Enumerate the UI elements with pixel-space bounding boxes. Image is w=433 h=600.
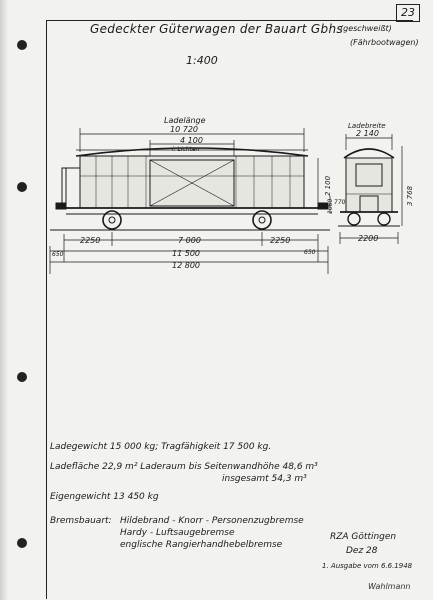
dim-2250-right: 2250 [270,236,291,245]
dim-hoehe-770: 770 [334,199,346,206]
spec-bremse-1: Hildebrand - Knorr - Personenzugbremse [120,516,304,526]
spec-ladegewicht: Ladegewicht 15 000 kg; Tragfähigkeit 17 500 kg. [50,442,272,452]
dim-2200: 2200 [358,234,379,243]
dim-lichte-value: 4 100 [180,136,203,145]
spec-bremsbauart-label: Bremsbauart: [50,516,112,526]
dim-650-left: 650 [52,251,64,258]
dim-hoehe-2100: 2 100 [324,175,332,196]
page-title: Gedeckter Güterwagen der Bauart Gbhs [90,22,343,36]
dim-hoehe-3768: 3 768 [406,185,414,206]
spec-ladeflaeche: Ladefläche 22,9 m² Laderaum bis Seitenwandhöhe 48,6 m³ [50,462,318,472]
dim-ladelaenge-label: Ladelänge [164,116,206,125]
stamp-edition: 1. Ausgabe vom 6.6.1948 [322,562,413,570]
spec-eigengewicht: Eigengewicht 13 450 kg [50,492,159,502]
dim-7000: 7 000 [178,236,201,245]
spec-insgesamt: insgesamt 54,3 m³ [222,474,307,484]
dim-650-right: 650 [304,249,316,256]
dim-12800: 12 800 [172,261,200,270]
signature: Wahlmann [368,582,411,591]
stamp-date: Dez 28 [346,546,378,556]
spec-bremse-2: Hardy - Luftsaugebremse [120,528,235,538]
dim-hoehe-1060: 1060 [327,198,334,214]
dim-ladebreite-label: Ladebreite [348,122,386,130]
stamp-office: RZA Göttingen [330,532,397,542]
dim-ladelaenge-value: 10 720 [170,125,198,134]
buffer-left [56,203,66,209]
wagon-body [80,156,304,208]
page-number: 23 [396,4,420,22]
dim-2250-left: 2250 [80,236,101,245]
drawing-scale: 1:400 [186,54,218,67]
dim-ladebreite-value: 2 140 [356,129,379,138]
title-note-ferry: (Fährbootwagen) [350,38,419,47]
dim-11500: 11 500 [172,249,200,258]
end-view-body [346,158,392,212]
title-note-welded: (geschweißt) [340,24,392,33]
dim-lichte-label: i. Lichten [172,146,200,153]
spec-bremse-3: englische Rangierhandhebelbremse [120,540,283,550]
